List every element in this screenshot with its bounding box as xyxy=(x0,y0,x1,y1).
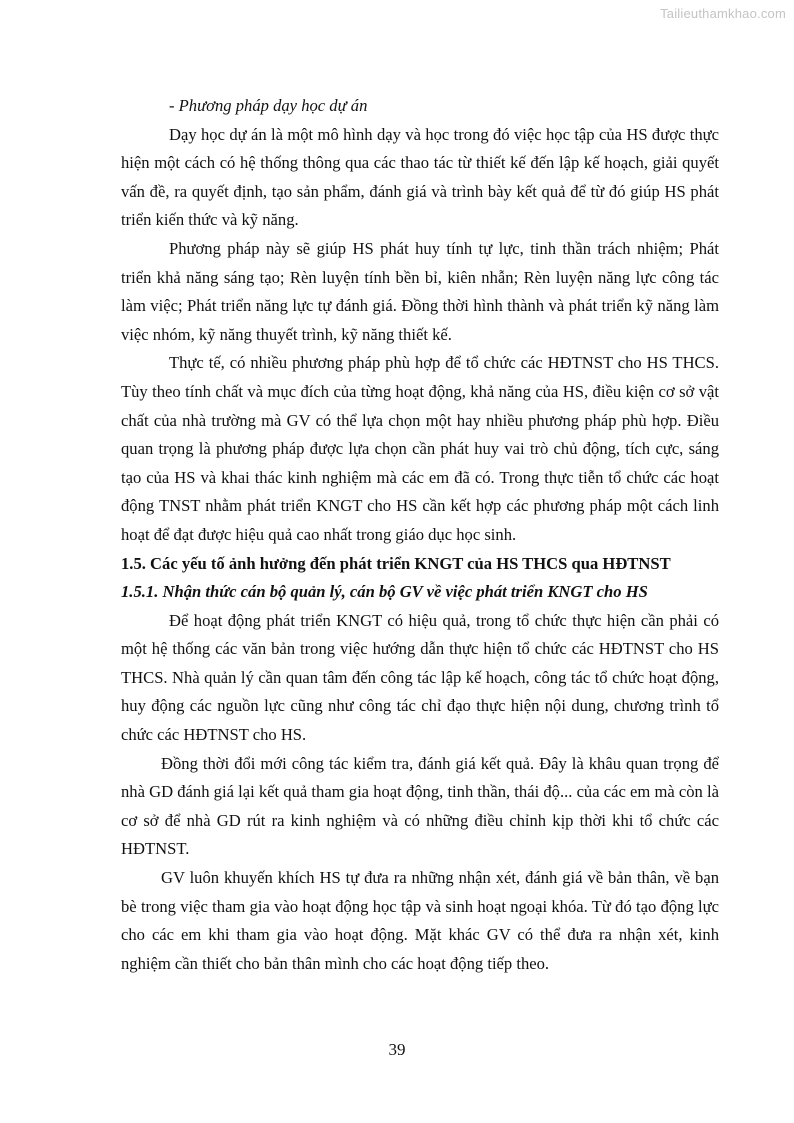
paragraph: Để hoạt động phát triển KNGT có hiệu quả, trong tổ chức thực hiện cần phải có một hệ thống các văn bản trong việc hướng dẫn thực hiện tổ chức các HĐTNST cho HS THCS. Nhà quản lý cần quan tâm đến công tác lập kế hoạch, công tác tổ chức hoạt động, huy động các nguồn lực cũng như công tác chỉ đạo thực hiện nội dung, chương trình tổ chức các HĐTNST cho HS. xyxy=(121,610,719,745)
paragraph: Thực tế, có nhiều phương pháp phù hợp để tổ chức các HĐTNST cho HS THCS. Tùy theo tính chất và mục đích của từng hoạt động, khả năng của HS, điều kiện cơ sở vật chất của nhà trường mà GV có thể lựa chọn một hay nhiều phương pháp phù hợp. Điều quan trọng là phương pháp được lựa chọn cần phát huy vai trò chủ động, tích cực, sáng tạo của HS và khai thác kinh nghiệm mà các em đã có. Trong thực tiễn tổ chức các hoạt động TNST nhằm phát triển KNGT cho HS cần kết hợp các phương pháp một cách linh hoạt để đạt được hiệu quả cao nhất trong giáo dục học sinh. xyxy=(121,353,719,544)
heading-1-5: 1.5. Các yếu tố ảnh hưởng đến phát triển KNGT của HS THCS qua HĐTNST xyxy=(121,553,671,573)
paragraph: GV luôn khuyến khích HS tự đưa ra những nhận xét, đánh giá về bản thân, về bạn bè trong việc tham gia vào hoạt động học tập và sinh hoạt ngoại khóa. Từ đó tạo động lực cho các em khi tham gia vào hoạt động. Mặt khác GV có thể đưa ra nhận xét, kinh nghiệm cần thiết cho bản thân mình cho các hoạt động tiếp theo. xyxy=(121,868,719,973)
paragraph: Đồng thời đổi mới công tác kiểm tra, đánh giá kết quả. Đây là khâu quan trọng để nhà GD đánh giá lại kết quả tham gia hoạt động, tinh thần, thái độ... của các em mà còn là cơ sở để nhà GD rút ra kinh nghiệm và có những điều chỉnh kịp thời khi tổ chức các HĐTNST. xyxy=(121,753,719,859)
paragraph: Dạy học dự án là một mô hình dạy và học trong đó việc học tập của HS được thực hiện một cách có hệ thống thông qua các thao tác từ thiết kế đến lập kế hoạch, giải quyết vấn đề, ra quyết định, tạo sản phẩm, đánh giá và trình bày kết quả để từ đó giúp HS phát triển kiến thức và kỹ năng. xyxy=(121,124,719,230)
page-number: 39 xyxy=(388,1040,406,1059)
document-body xyxy=(121,92,719,978)
heading-1-5-1: 1.5.1. Nhận thức cán bộ quản lý, cán bộ GV về việc phát triển KNGT cho HS xyxy=(121,582,648,602)
paragraph: Phương pháp này sẽ giúp HS phát huy tính tự lực, tinh thần trách nhiệm; Phát triển khả năng sáng tạo; Rèn luyện tính bền bỉ, kiên nhẫn; Rèn luyện năng lực công tác làm việc; Phát triển năng lực tự đánh giá. Đồng thời hình thành và phát triển kỹ năng làm việc nhóm, kỹ năng thuyết trình, kỹ năng thiết kế. xyxy=(121,238,719,344)
section-heading-italic: - Phương pháp dạy học dự án xyxy=(169,96,368,115)
watermark: Tailieuthamkhao.com xyxy=(660,6,786,21)
